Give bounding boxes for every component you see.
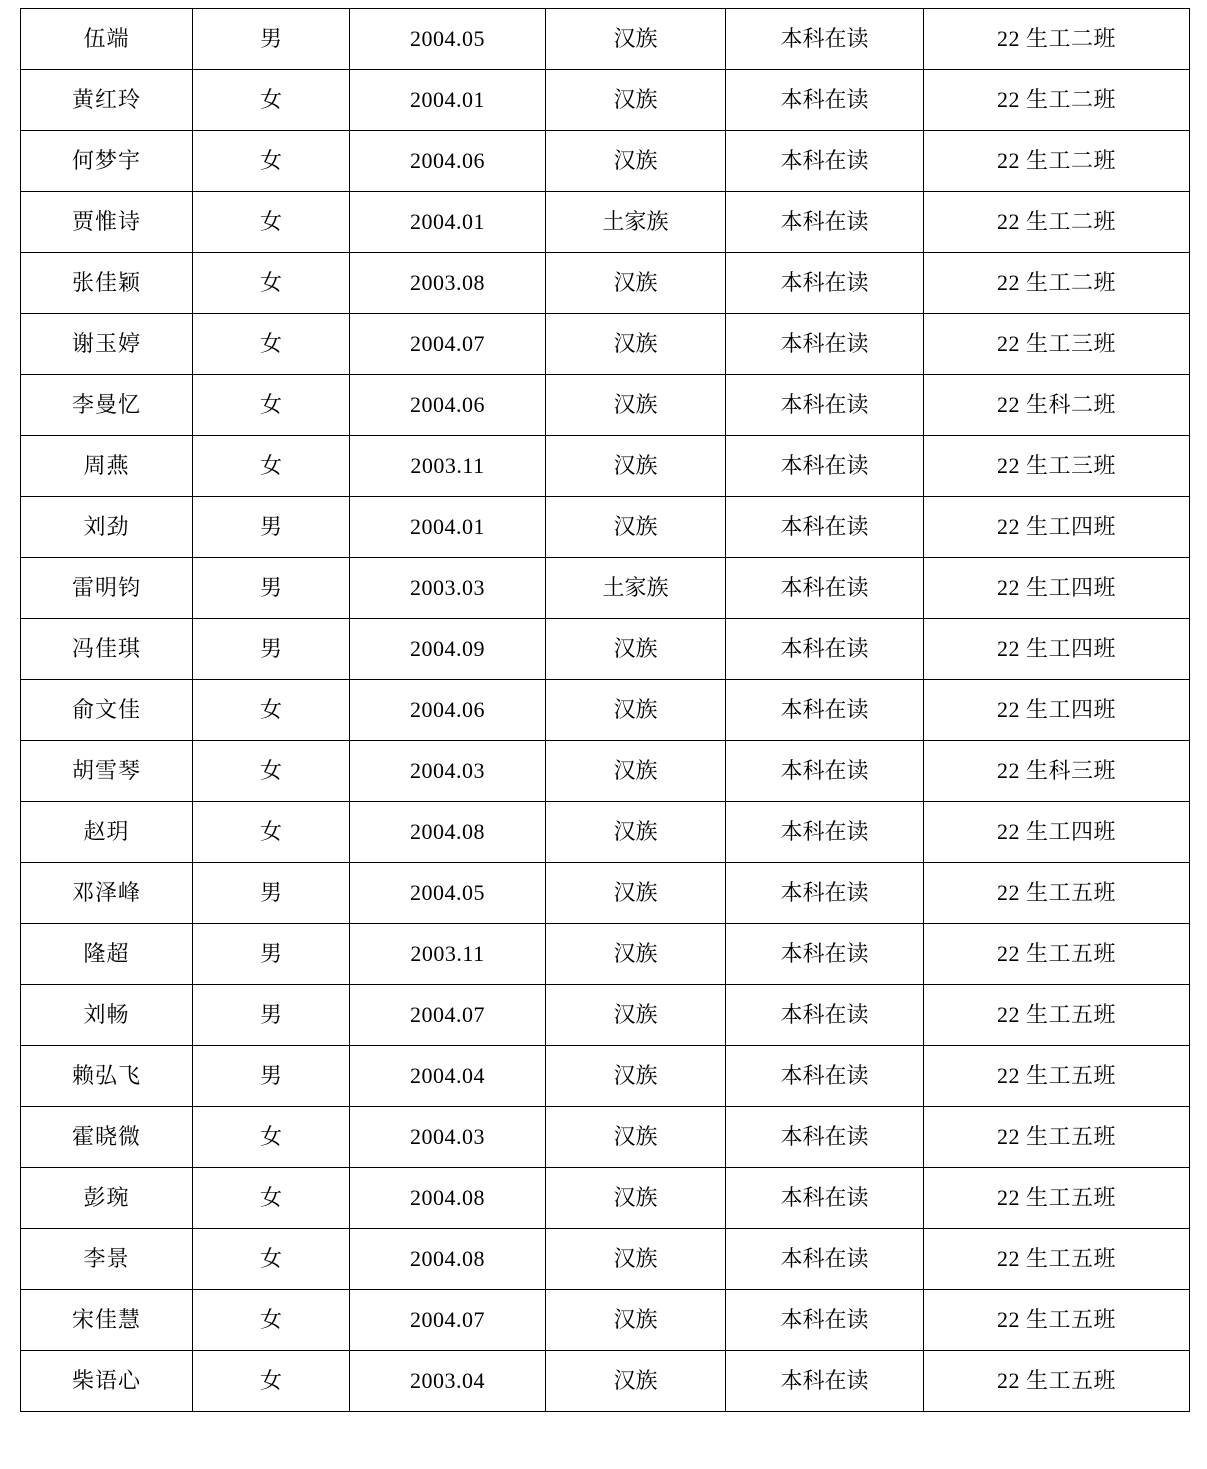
cell-class: 22 生工五班 [924,1351,1190,1412]
cell-birth: 2004.01 [350,70,546,131]
cell-education: 本科在读 [726,802,924,863]
cell-ethnicity: 汉族 [546,1290,726,1351]
cell-education: 本科在读 [726,70,924,131]
cell-class: 22 生工二班 [924,70,1190,131]
cell-class: 22 生工四班 [924,802,1190,863]
table-row [21,131,1190,192]
cell-gender: 女 [193,436,350,497]
cell-ethnicity: 汉族 [546,619,726,680]
cell-gender: 女 [193,1229,350,1290]
cell-gender: 女 [193,70,350,131]
cell-class: 22 生工二班 [924,9,1190,70]
cell-birth: 2004.06 [350,375,546,436]
cell-birth: 2004.06 [350,680,546,741]
cell-class: 22 生工五班 [924,1107,1190,1168]
table-row [21,558,1190,619]
cell-education: 本科在读 [726,1107,924,1168]
cell-education: 本科在读 [726,863,924,924]
cell-name: 周燕 [21,436,193,497]
cell-class: 22 生工五班 [924,1229,1190,1290]
table-row [21,314,1190,375]
cell-name: 伍端 [21,9,193,70]
cell-gender: 女 [193,802,350,863]
cell-ethnicity: 汉族 [546,375,726,436]
cell-birth: 2003.08 [350,253,546,314]
table-row [21,253,1190,314]
cell-education: 本科在读 [726,1168,924,1229]
cell-gender: 女 [193,192,350,253]
cell-ethnicity: 汉族 [546,802,726,863]
cell-name: 邓泽峰 [21,863,193,924]
cell-class: 22 生工五班 [924,1168,1190,1229]
cell-gender: 女 [193,1107,350,1168]
cell-education: 本科在读 [726,741,924,802]
cell-class: 22 生工四班 [924,497,1190,558]
cell-name: 雷明钧 [21,558,193,619]
cell-birth: 2003.11 [350,924,546,985]
cell-class: 22 生工四班 [924,680,1190,741]
cell-gender: 男 [193,863,350,924]
cell-gender: 女 [193,314,350,375]
cell-birth: 2004.08 [350,802,546,863]
cell-class: 22 生工二班 [924,192,1190,253]
cell-ethnicity: 汉族 [546,1351,726,1412]
cell-education: 本科在读 [726,192,924,253]
cell-birth: 2004.09 [350,619,546,680]
cell-ethnicity: 汉族 [546,9,726,70]
cell-birth: 2004.08 [350,1229,546,1290]
cell-ethnicity: 汉族 [546,1168,726,1229]
cell-gender: 男 [193,9,350,70]
cell-ethnicity: 汉族 [546,741,726,802]
cell-birth: 2004.01 [350,497,546,558]
cell-name: 谢玉婷 [21,314,193,375]
cell-birth: 2004.05 [350,9,546,70]
cell-name: 柴语心 [21,1351,193,1412]
cell-birth: 2003.03 [350,558,546,619]
table-row [21,863,1190,924]
cell-gender: 男 [193,985,350,1046]
cell-name: 李曼忆 [21,375,193,436]
table-row [21,802,1190,863]
cell-name: 赖弘飞 [21,1046,193,1107]
cell-class: 22 生工三班 [924,436,1190,497]
table-row [21,985,1190,1046]
cell-birth: 2004.07 [350,314,546,375]
cell-class: 22 生工五班 [924,863,1190,924]
cell-birth: 2004.05 [350,863,546,924]
cell-education: 本科在读 [726,1046,924,1107]
cell-gender: 女 [193,680,350,741]
cell-gender: 女 [193,1290,350,1351]
cell-birth: 2003.04 [350,1351,546,1412]
cell-education: 本科在读 [726,619,924,680]
table-row [21,1229,1190,1290]
cell-ethnicity: 汉族 [546,985,726,1046]
cell-class: 22 生工二班 [924,253,1190,314]
cell-birth: 2003.11 [350,436,546,497]
cell-birth: 2004.03 [350,741,546,802]
cell-name: 霍晓微 [21,1107,193,1168]
cell-name: 张佳颖 [21,253,193,314]
cell-name: 彭琬 [21,1168,193,1229]
table-row [21,192,1190,253]
cell-gender: 女 [193,375,350,436]
table-row [21,497,1190,558]
cell-class: 22 生工四班 [924,558,1190,619]
table-row [21,375,1190,436]
table-row [21,680,1190,741]
cell-gender: 男 [193,497,350,558]
cell-class: 22 生工二班 [924,131,1190,192]
table-row [21,619,1190,680]
cell-ethnicity: 土家族 [546,558,726,619]
cell-birth: 2004.01 [350,192,546,253]
cell-birth: 2004.04 [350,1046,546,1107]
table-row [21,1168,1190,1229]
table-row [21,9,1190,70]
cell-education: 本科在读 [726,9,924,70]
cell-education: 本科在读 [726,985,924,1046]
cell-ethnicity: 汉族 [546,131,726,192]
cell-gender: 男 [193,558,350,619]
table-row [21,1290,1190,1351]
cell-education: 本科在读 [726,131,924,192]
student-roster-table [20,8,1190,1412]
table-row [21,1351,1190,1412]
cell-ethnicity: 汉族 [546,497,726,558]
cell-ethnicity: 汉族 [546,863,726,924]
cell-name: 胡雪琴 [21,741,193,802]
cell-class: 22 生科三班 [924,741,1190,802]
cell-class: 22 生工五班 [924,1046,1190,1107]
cell-education: 本科在读 [726,1229,924,1290]
cell-class: 22 生工五班 [924,985,1190,1046]
table-row [21,1046,1190,1107]
cell-gender: 女 [193,131,350,192]
cell-ethnicity: 汉族 [546,924,726,985]
cell-ethnicity: 汉族 [546,680,726,741]
cell-birth: 2004.07 [350,985,546,1046]
cell-name: 隆超 [21,924,193,985]
cell-ethnicity: 土家族 [546,192,726,253]
cell-gender: 女 [193,741,350,802]
cell-name: 李景 [21,1229,193,1290]
cell-gender: 女 [193,1351,350,1412]
cell-birth: 2004.07 [350,1290,546,1351]
cell-name: 贾惟诗 [21,192,193,253]
cell-birth: 2004.03 [350,1107,546,1168]
cell-ethnicity: 汉族 [546,436,726,497]
cell-ethnicity: 汉族 [546,70,726,131]
cell-name: 宋佳慧 [21,1290,193,1351]
cell-birth: 2004.08 [350,1168,546,1229]
cell-ethnicity: 汉族 [546,314,726,375]
cell-education: 本科在读 [726,436,924,497]
cell-ethnicity: 汉族 [546,1107,726,1168]
cell-education: 本科在读 [726,924,924,985]
cell-gender: 女 [193,253,350,314]
cell-name: 刘畅 [21,985,193,1046]
cell-name: 赵玥 [21,802,193,863]
cell-education: 本科在读 [726,1351,924,1412]
table-row [21,1107,1190,1168]
table-row [21,70,1190,131]
roster-body [21,9,1190,1412]
cell-education: 本科在读 [726,558,924,619]
cell-education: 本科在读 [726,680,924,741]
cell-birth: 2004.06 [350,131,546,192]
cell-name: 黄红玲 [21,70,193,131]
cell-education: 本科在读 [726,497,924,558]
cell-name: 俞文佳 [21,680,193,741]
cell-name: 何梦宇 [21,131,193,192]
cell-gender: 男 [193,924,350,985]
cell-education: 本科在读 [726,253,924,314]
cell-ethnicity: 汉族 [546,1046,726,1107]
cell-ethnicity: 汉族 [546,253,726,314]
cell-class: 22 生工五班 [924,924,1190,985]
cell-name: 刘劲 [21,497,193,558]
cell-education: 本科在读 [726,1290,924,1351]
cell-class: 22 生科二班 [924,375,1190,436]
cell-class: 22 生工五班 [924,1290,1190,1351]
cell-gender: 男 [193,619,350,680]
cell-education: 本科在读 [726,375,924,436]
cell-name: 冯佳琪 [21,619,193,680]
table-row [21,741,1190,802]
cell-gender: 男 [193,1046,350,1107]
cell-education: 本科在读 [726,314,924,375]
table-row [21,924,1190,985]
cell-ethnicity: 汉族 [546,1229,726,1290]
cell-class: 22 生工三班 [924,314,1190,375]
cell-gender: 女 [193,1168,350,1229]
table-row [21,436,1190,497]
cell-class: 22 生工四班 [924,619,1190,680]
